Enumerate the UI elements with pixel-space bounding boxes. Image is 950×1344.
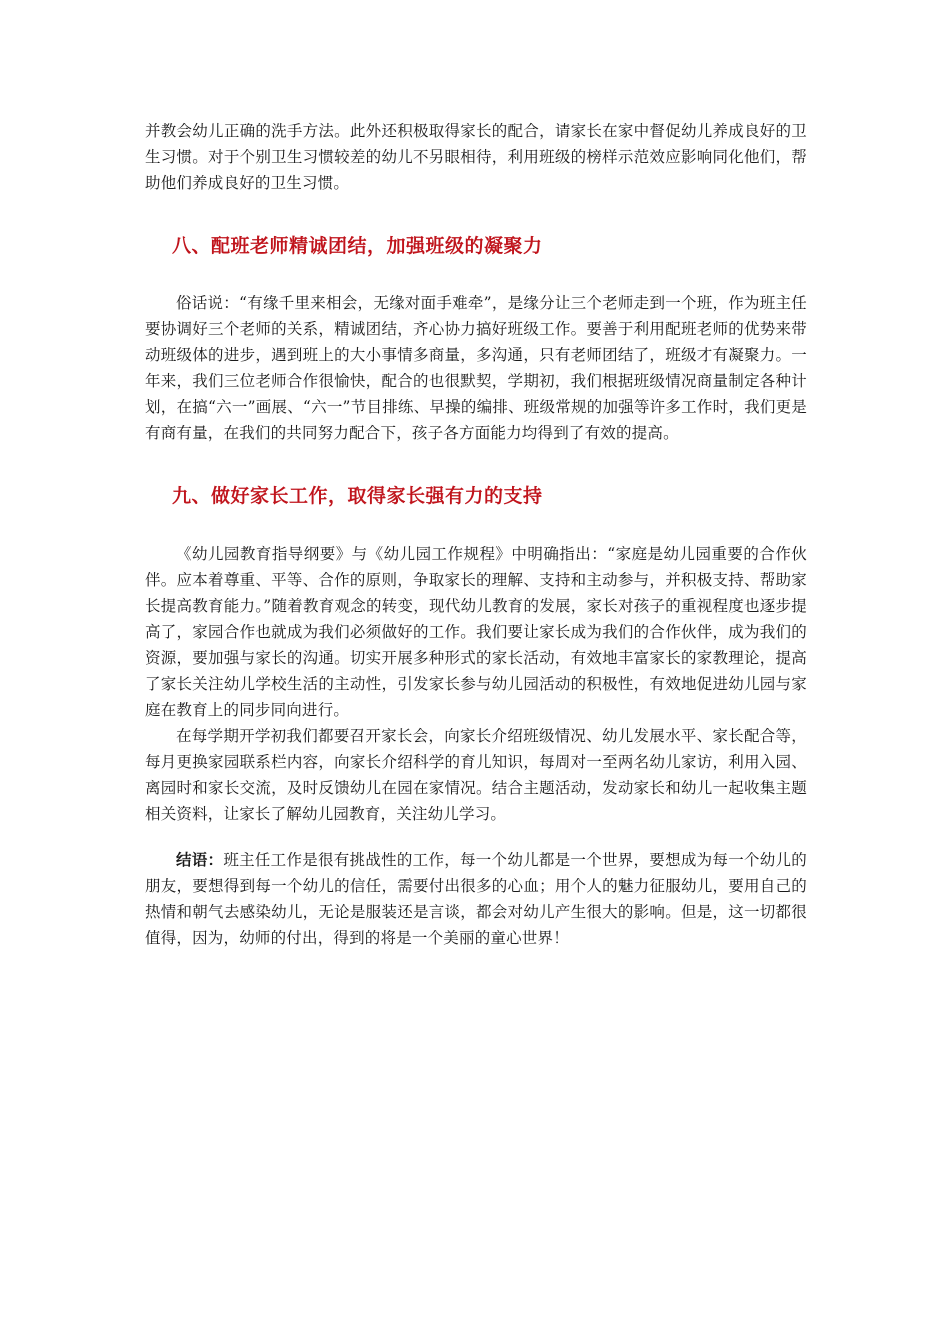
intro-paragraph: 并教会幼儿正确的洗手方法。此外还积极取得家长的配合，请家长在家中督促幼儿养成良好的卫生习惯。对于个别卫生习惯较差的幼儿不另眼相待，利用班级的榜样示范效应影响同化他们，帮助他们养成良好的卫生习惯。 — [145, 122, 807, 192]
conclusion-paragraph — [145, 847, 807, 951]
section-9-heading: 九、做好家长工作，取得家长强有力的支持 — [172, 485, 543, 507]
document-body — [145, 118, 807, 951]
conclusion-text: 班主任工作是很有挑战性的工作，每一个幼儿都是一个世界，要想成为每一个幼儿的朋友，要想得到每一个幼儿的信任，需要付出很多的心血；用个人的魅力征服幼儿，要用自己的热情和朝气去感染幼儿，无论是服装还是言谈，都会对幼儿产生很大的影响。但是，这一切都很值得，因为，幼师的付出，得到的将是一个美丽的童心世界！ — [145, 851, 808, 947]
section-8-heading: 八、配班老师精诚团结，加强班级的凝聚力 — [172, 235, 543, 257]
section-9-paragraph-2: 在每学期开学初我们都要召开家长会，向家长介绍班级情况、幼儿发展水平、家长配合等，每月更换家园联系栏内容，向家长介绍科学的育儿知识，每周对一至两名幼儿家访，利用入园、离园时和家长交流，及时反馈幼儿在园在家情况。结合主题活动，发动家长和幼儿一起收集主题相关资料，让家长了解幼儿园教育，关注幼儿学习。 — [145, 727, 807, 823]
section-9-paragraph-1: 《幼儿园教育指导纲要》与《幼儿园工作规程》中明确指出：“家庭是幼儿园重要的合作伙伴。应本着尊重、平等、合作的原则，争取家长的理解、支持和主动参与，并积极支持、帮助家长提高教育能力。”随着教育观念的转变，现代幼儿教育的发展，家长对孩子的重视程度也逐步提高了，家园合作也就成为我们必须做好的工作。我们要让家长成为我们的合作伙伴，成为我们的资源，要加强与家长的沟通。切实开展多种形式的家长活动，有效地丰富家长的家教理论，提高了家长关注幼儿学校生活的主动性，引发家长参与幼儿园活动的积极性，有效地促进幼儿园与家庭在教育上的同步同向进行。 — [145, 545, 807, 719]
conclusion-label: 结语： — [176, 851, 224, 869]
section-8-paragraph: 俗话说：“有缘千里来相会，无缘对面手难牵”，是缘分让三个老师走到一个班，作为班主任要协调好三个老师的关系，精诚团结，齐心协力搞好班级工作。要善于利用配班老师的优势来带动班级体的进步，遇到班上的大小事情多商量，多沟通，只有老师团结了，班级才有凝聚力。一年来，我们三位老师合作很愉快，配合的也很默契，学期初，我们根据班级情况商量制定各种计划，在搞“六一”画展、“六一”节目排练、早操的编排、班级常规的加强等许多工作时，我们更是有商有量，在我们的共同努力配合下，孩子各方面能力均得到了有效的提高。 — [145, 294, 807, 442]
